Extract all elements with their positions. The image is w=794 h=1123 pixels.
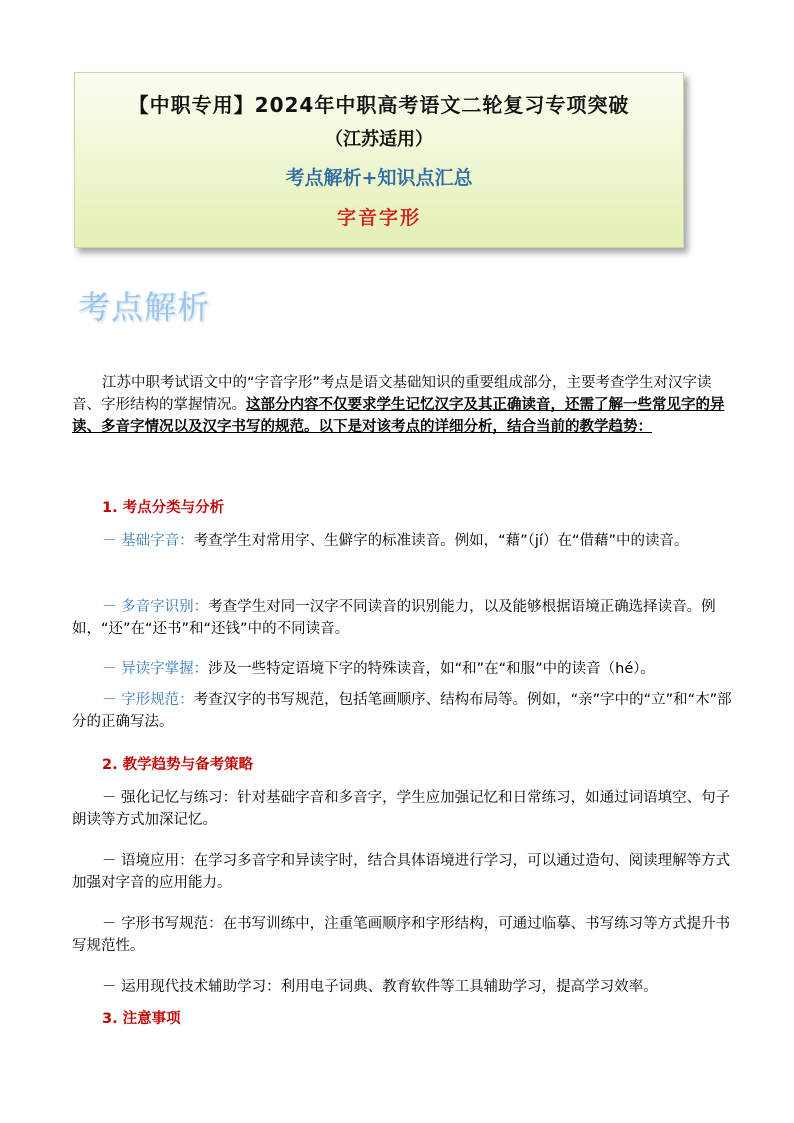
part2-item-writing: － 字形书写规范：在书写训练中，注重笔画顺序和字形结构，可通过临摹、书写练习等方式提升书写规范性。	[72, 916, 731, 954]
item-text: 涉及一些特定语境下字的特殊读音，如“和”在“和服”中的读音（hé）。	[208, 661, 656, 677]
part2-heading: 2. 教学趋势与备考策略	[102, 757, 254, 773]
item-text: 考查汉字的书写规范，包括笔画顺序、结构布局等。例如，“亲”字中的“立”和“木”部分的正确写法。	[72, 692, 732, 730]
section-heading: 考点解析	[78, 288, 211, 326]
intro-normal-text: 江苏中职考试语文中的“字音字形”考点是语文基础知识的重要组成部分，主要考查学生对汉字读音、字形结构的掌握情况。	[72, 375, 712, 413]
item-text: 考查学生对常用字、生僻字的标准读音。例如，“藉”（jí）在“借藉”中的读音。	[193, 533, 689, 549]
item-label: － 字形规范：	[102, 692, 194, 708]
document-subtitle: （江苏适用）	[325, 129, 433, 150]
intro-emphasis-text: 这部分内容不仅要求学生记忆汉字及其正确读音，还需了解一些常见字的异读、多音字情况以及汉字书写的规范。以下是对该考点的详细分析，结合当前的教学趋势：	[72, 397, 725, 435]
part2-item-memory: － 强化记忆与练习：针对基础字音和多音字，学生应加强记忆和日常练习，如通过词语填空、句子朗读等方式加深记忆。	[72, 790, 731, 828]
part1-item-basic-pronunciation	[72, 530, 732, 552]
item-label: － 基础字音：	[102, 533, 194, 549]
part3-heading: 3. 注意事项	[102, 1011, 181, 1027]
item-label: － 多音字识别：	[102, 599, 209, 615]
part2-item-context: － 语境应用：在学习多音字和异读字时，结合具体语境进行学习，可以通过造句、阅读理解等方式加强对字音的应用能力。	[72, 853, 731, 891]
document-topic-line: 考点解析+知识点汇总	[285, 167, 473, 189]
intro-paragraph	[72, 372, 732, 438]
title-banner	[74, 72, 684, 248]
document-title: 【中职专用】2024年中职高考语文二轮复习专项突破	[128, 93, 630, 117]
document-topic-name: 字音字形	[336, 207, 421, 229]
item-text: 考查学生对同一汉字不同读音的识别能力，以及能够根据语境正确选择读音。例如，“还”在“还书”和“还钱”中的不同读音。	[72, 599, 716, 637]
part1-item-glyph-norm	[72, 689, 732, 733]
part1-heading: 1. 考点分类与分析	[102, 500, 225, 516]
part1-item-variant-reading	[72, 658, 732, 680]
item-label: － 异读字掌握：	[102, 661, 209, 677]
part2-item-technology: － 运用现代技术辅助学习：利用电子词典、教育软件等工具辅助学习，提高学习效率。	[102, 979, 658, 995]
part1-item-polyphonic	[72, 596, 732, 640]
